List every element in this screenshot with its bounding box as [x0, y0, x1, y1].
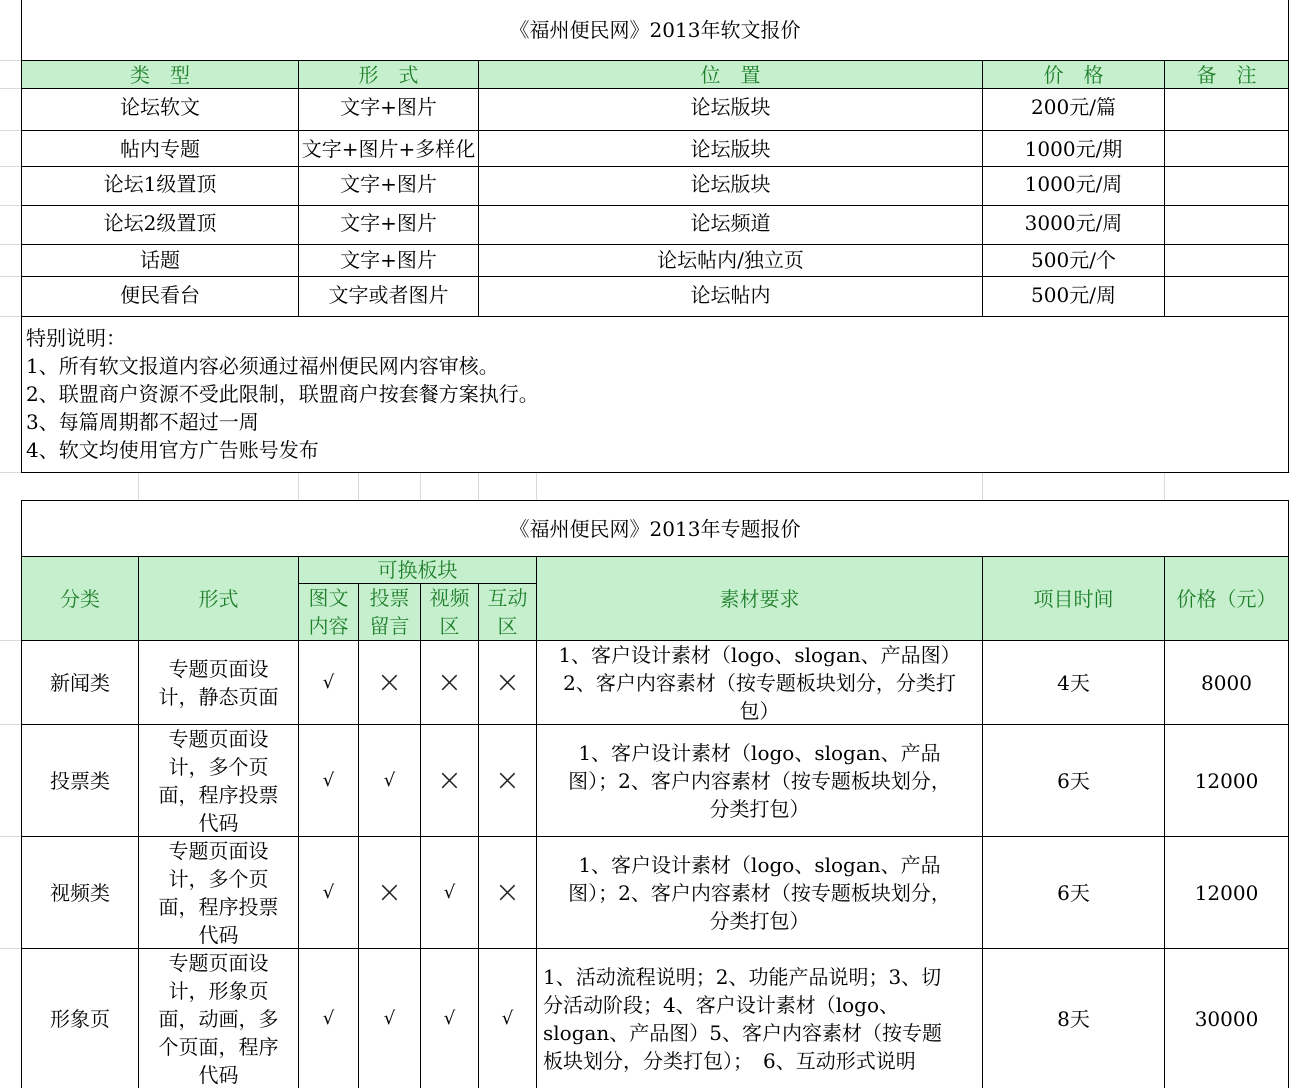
row-form: 专题页面设 计，多个页 面，程序投票 代码: [158, 838, 279, 947]
row-position: 论坛版块: [690, 95, 771, 119]
row-materials: 1、客户设计素材（logo、slogan、产品图） 2、客户内容素材（按专题板块划分，分类打 包）: [558, 642, 961, 723]
row-position: 论坛版块: [690, 171, 771, 196]
header-module-interactive: 互动 区: [487, 586, 528, 638]
row-type: 便民看台: [120, 283, 200, 307]
row-category: 形象页: [50, 1006, 110, 1031]
check-icon: √: [443, 881, 456, 903]
row-price: 500元/周: [1031, 283, 1116, 307]
row-type: 论坛软文: [120, 95, 200, 119]
row-price: 500元/个: [1031, 247, 1116, 272]
notes-heading: 特别说明：: [26, 326, 126, 350]
note-item: 3、每篇周期都不超过一周: [26, 410, 259, 434]
row-position: 论坛帖内: [690, 283, 771, 307]
header-module-video: 视频 区: [429, 586, 470, 638]
row-category: 投票类: [50, 768, 110, 793]
check-icon: √: [322, 1007, 335, 1029]
row-price: 8000: [1201, 670, 1252, 695]
row-form: 专题页面设 计，静态页面: [158, 656, 279, 709]
row-duration: 8天: [1057, 1006, 1090, 1031]
header-form: 形 式: [358, 62, 419, 87]
check-icon: √: [322, 671, 335, 693]
soft-table-title: 《福州便民网》2013年软文报价: [509, 18, 801, 42]
header-module-vote: 投票 留言: [369, 586, 410, 638]
header-form: 形式: [198, 586, 239, 611]
row-price: 1000元/期: [1024, 136, 1123, 161]
row-position: 论坛版块: [690, 136, 771, 161]
row-materials: 1、活动流程说明；2、功能产品说明；3、切 分活动阶段；4、客户设计素材（logo、 slogan、产品图）5、客户内容素材（按专题 板块划分，分类打包）； 6、互动形式说明: [543, 964, 943, 1073]
row-category: 视频类: [50, 880, 110, 905]
row-category: 新闻类: [50, 670, 110, 695]
cross-icon: ×: [376, 664, 403, 700]
row-price: 12000: [1194, 768, 1259, 793]
cross-icon: ×: [436, 664, 463, 700]
note-item: 1、所有软文报道内容必须通过福州便民网内容审核。: [26, 354, 499, 378]
row-form: 文字+图片+多样化: [301, 136, 476, 161]
check-icon: √: [322, 769, 335, 791]
cross-icon: ×: [436, 762, 463, 798]
row-type: 论坛1级置顶: [103, 171, 217, 196]
row-duration: 6天: [1057, 880, 1090, 905]
row-position: 论坛频道: [690, 211, 771, 235]
row-materials: 1、客户设计素材（logo、slogan、产品 图）；2、客户内容素材（按专题板块划分， 分类打包）: [568, 852, 951, 933]
check-icon: √: [501, 1007, 514, 1029]
check-icon: √: [443, 1007, 456, 1029]
cross-icon: ×: [376, 874, 403, 910]
row-price: 12000: [1194, 880, 1259, 905]
cross-icon: ×: [494, 874, 521, 910]
note-item: 4、软文均使用官方广告账号发布: [26, 438, 319, 462]
header-price: 价格（元）: [1176, 586, 1277, 611]
note-item: 2、联盟商户资源不受此限制，联盟商户按套餐方案执行。: [26, 382, 539, 406]
row-type: 论坛2级置顶: [103, 211, 217, 235]
header-note: 备 注: [1196, 62, 1257, 87]
cross-icon: ×: [494, 762, 521, 798]
header-duration: 项目时间: [1033, 586, 1114, 611]
header-category: 分类: [60, 586, 100, 611]
row-type: 帖内专题: [120, 136, 200, 161]
row-form: 文字或者图片: [328, 283, 449, 307]
row-form: 文字+图片: [340, 211, 437, 235]
row-form: 专题页面设 计，形象页 面，动画，多 个页面，程序 代码: [158, 950, 279, 1087]
header-module-graphic: 图文 内容: [308, 586, 349, 638]
row-materials: 1、客户设计素材（logo、slogan、产品 图）；2、客户内容素材（按专题板块划分， 分类打包）: [568, 740, 951, 821]
row-price: 200元/篇: [1031, 95, 1116, 119]
row-price: 30000: [1194, 1006, 1259, 1031]
row-duration: 4天: [1057, 670, 1090, 695]
header-type: 类 型: [130, 62, 190, 87]
row-form: 文字+图片: [340, 247, 437, 272]
header-price: 价 格: [1043, 62, 1104, 87]
row-price: 3000元/周: [1024, 211, 1123, 235]
row-position: 论坛帖内/独立页: [657, 247, 804, 272]
row-form: 专题页面设 计，多个页 面，程序投票 代码: [158, 726, 279, 835]
header-materials: 素材要求: [719, 586, 800, 611]
row-price: 1000元/周: [1024, 171, 1123, 196]
cross-icon: ×: [494, 664, 521, 700]
check-icon: √: [322, 881, 335, 903]
row-form: 文字+图片: [340, 95, 437, 119]
check-icon: √: [383, 1007, 396, 1029]
header-position: 位 置: [700, 62, 761, 87]
topic-table-title: 《福州便民网》2013年专题报价: [509, 516, 801, 541]
row-duration: 6天: [1057, 768, 1090, 793]
header-modules: 可换板块: [377, 558, 458, 582]
check-icon: √: [383, 769, 396, 791]
row-type: 话题: [140, 247, 180, 272]
row-form: 文字+图片: [340, 171, 437, 196]
